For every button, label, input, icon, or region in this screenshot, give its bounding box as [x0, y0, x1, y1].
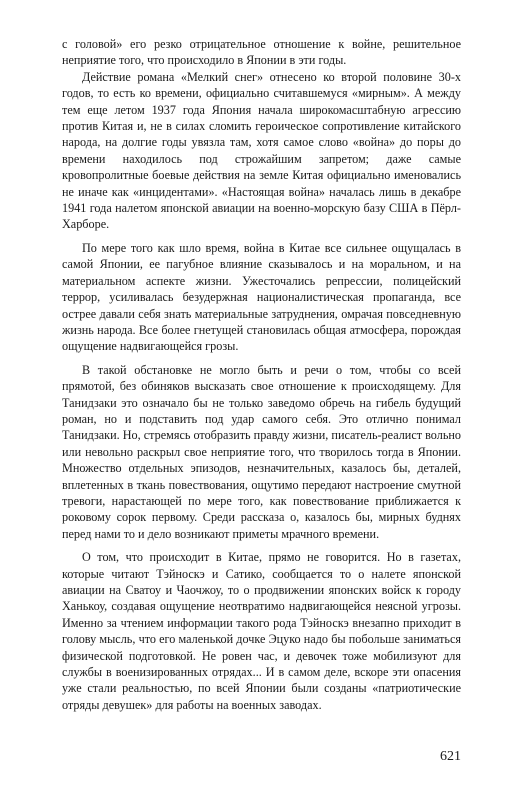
- paragraph: Действие романа «Мелкий снег» отнесено ко второй половине 30-х годов, то есть ко времени, официально считавшемуся «мирным». А между тем еще летом 1937 года Япония начала широкомасштабную агрессию против Китая и, не в силах сломить героическое сопротивление китайского народа, на долгие годы увязла там, хотя самое слово «война» до поры до времени находилось под строжайшим запретом; даже самые кровопролитные боевые действия на земле Китая официально именовались не иначе как «инцидентами». «Настоящая война» началась лишь в декабре 1941 года налетом японской авиации на военно-морскую базу США в Пёрл-Харборе.: [62, 69, 461, 232]
- paragraph: По мере того как шло время, война в Китае все сильнее ощущалась в самой Японии, ее пагубное влияние сказывалось и на моральном, и на материальном аспекте жизни. Ужесточались репрессии, полицейский террор, усиливалась безудержная националистическая пропаганда, все острее давали себя знать материальные затруднения, омрачая повседневную жизнь народа. Все более гнетущей становилась общая атмосфера, порождая ощущение надвигающейся грозы.: [62, 240, 461, 354]
- paragraph: В такой обстановке не могло быть и речи о том, чтобы со всей прямотой, без обиняков высказать свое отношение к происходящему. Для Танидзаки это означало бы не только заведомо обречь на гибель будущий роман, но и подставить под удар самого себя. Это отлично понимал Танидзаки. Но, стремясь отобразить правду жизни, писатель-реалист вольно или невольно раскрыл свое неприятие того, что творилось тогда в Японии. Множество отдельных эпизодов, незначительных, казалось бы, деталей, вплетенных в ткань повествования, ощутимо передают настроение смутной тревоги, нарастающей по мере того, как повествование приближается к роковому сорок первому. Среди рассказа о, казалось бы, мирных буднях перед нами то и дело возникают приметы мрачного времени.: [62, 362, 461, 541]
- paragraph: О том, что происходит в Китае, прямо не говорится. Но в газетах, которые читают Тэйноскэ и Сатико, сообщается то о налете японской авиации на Сватоу и Чаочжоу, то о продвижении японских войск к городу Ханькоу, создавая ощущение неотвратимо надвигающейся неясной угрозы. Именно за чтением информации такого рода Тэйноскэ внезапно приходит в голову мысль, что его маленькой дочке Эцуко надо бы побольше заниматься физической подготовкой. Не ровен час, и девочек тоже мобилизуют для службы в военизированных отрядах... И в самом деле, вскоре эти опасения уже стали реальностью, по всей Японии были созданы «патриотические отряды девушек» для работы на военных заводах.: [62, 550, 461, 712]
- paragraph-continuation: с головой» его резко отрицательное отношение к войне, решительное неприятие того, что происходило в Японии в эти годы.: [62, 37, 461, 68]
- body-text: [62, 36, 461, 713]
- page-number: 621: [440, 749, 461, 764]
